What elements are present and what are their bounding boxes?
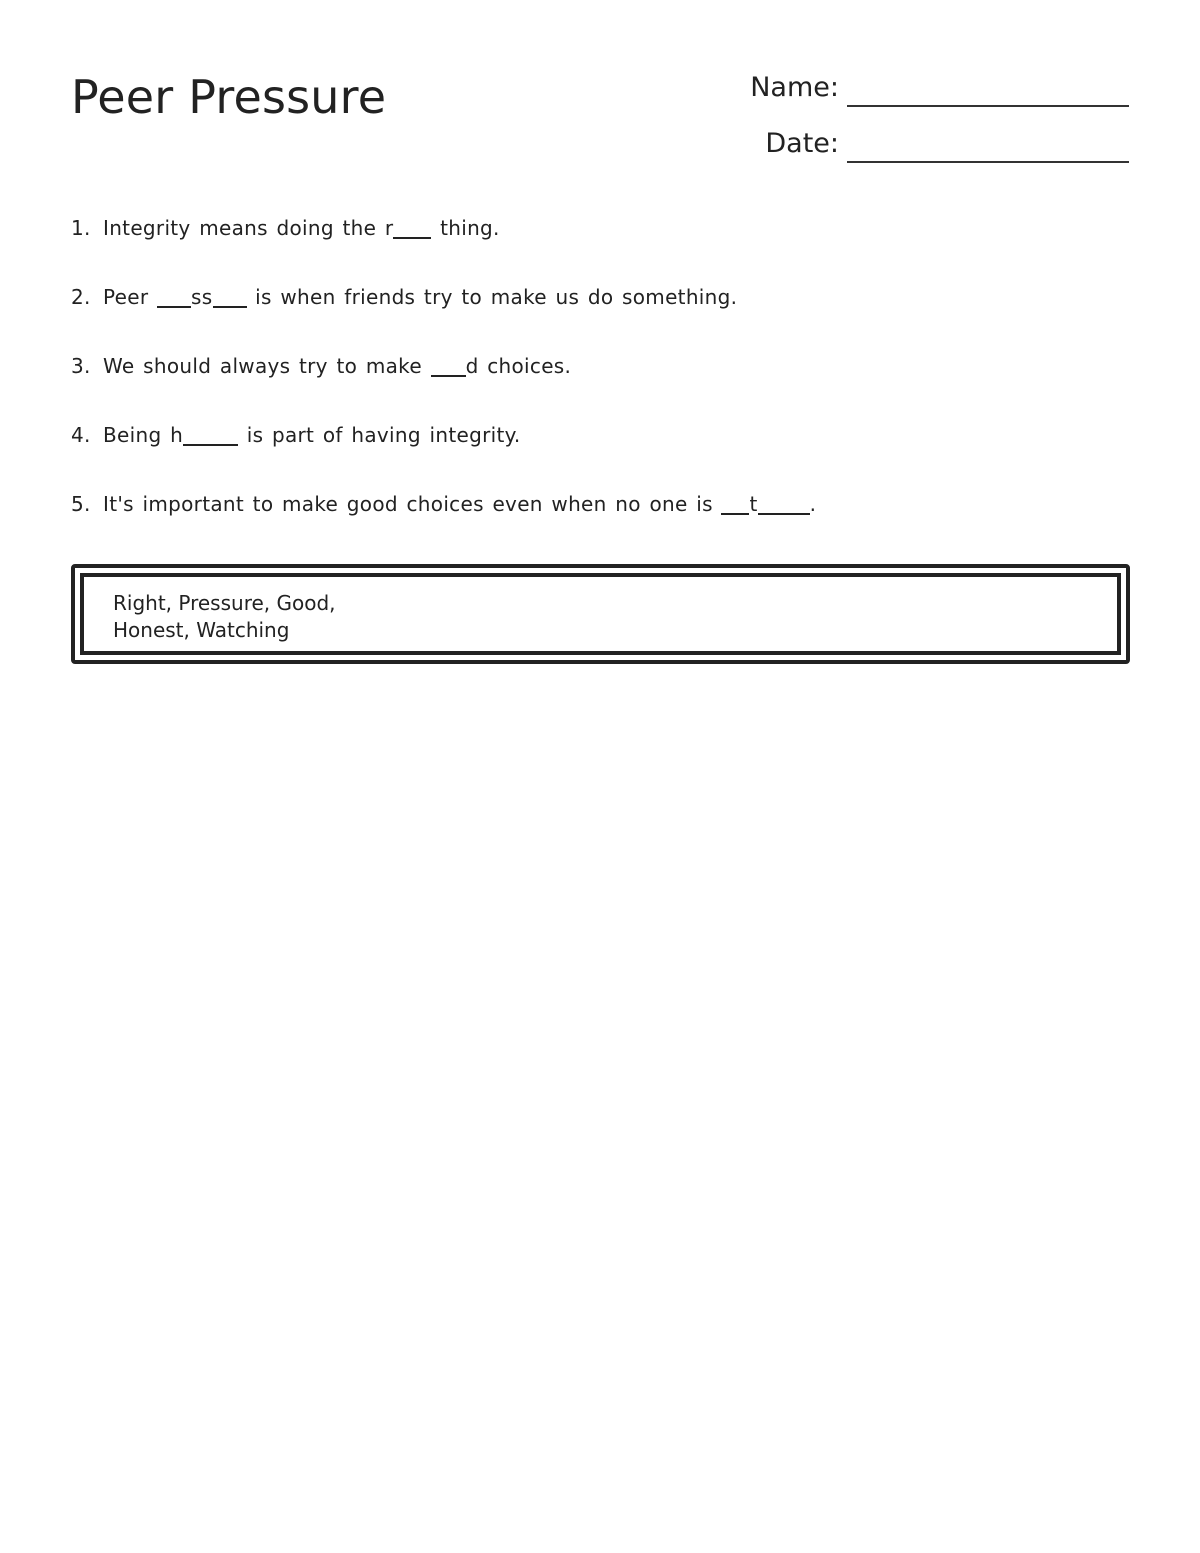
question-number: 3. [71,354,91,378]
question-1 [71,216,816,285]
question-text-segment: is when friends try to make us do something. [246,285,738,309]
question-3 [71,354,816,423]
date-field-row [765,130,1129,157]
question-text [103,216,500,285]
answer-blank [157,286,191,308]
question-2 [71,285,816,354]
question-5 [71,492,816,561]
question-text-segment: t [749,492,758,516]
question-text-segment: thing. [431,216,500,240]
question-number: 4. [71,423,91,447]
question-text [103,492,816,561]
question-number: 1. [71,216,91,240]
page-title: Peer Pressure [71,70,387,124]
question-4 [71,423,816,492]
date-label: Date: [765,128,839,159]
name-label: Name: [750,72,839,103]
answer-blank [721,493,749,515]
question-text [103,423,521,492]
question-number: 5. [71,492,91,516]
word-bank-line: Honest, Watching [113,618,290,642]
question-text [103,285,737,354]
question-text-segment: ss [191,285,213,309]
answer-blank [758,493,810,515]
question-list [71,216,816,561]
question-text-segment: is part of having integrity. [238,423,521,447]
question-text-segment: Integrity means doing the r [103,216,394,240]
answer-blank [183,424,238,446]
word-bank-box [71,564,1130,664]
answer-blank [431,355,466,377]
question-text-segment: d choices. [465,354,572,378]
date-line [847,161,1129,163]
answer-blank [393,217,431,239]
name-line [847,105,1129,107]
word-bank-line: Right, Pressure, Good, [113,591,336,615]
name-field-row [750,74,1129,101]
question-text-segment: . [809,492,817,516]
question-text-segment: Peer [103,285,158,309]
question-text-segment: We should always try to make [103,354,431,378]
question-number: 2. [71,285,91,309]
answer-blank [213,286,247,308]
question-text-segment: Being h [103,423,184,447]
word-bank-text [113,590,336,644]
question-text [103,354,571,423]
question-text-segment: It's important to make good choices even when no one is [103,492,722,516]
